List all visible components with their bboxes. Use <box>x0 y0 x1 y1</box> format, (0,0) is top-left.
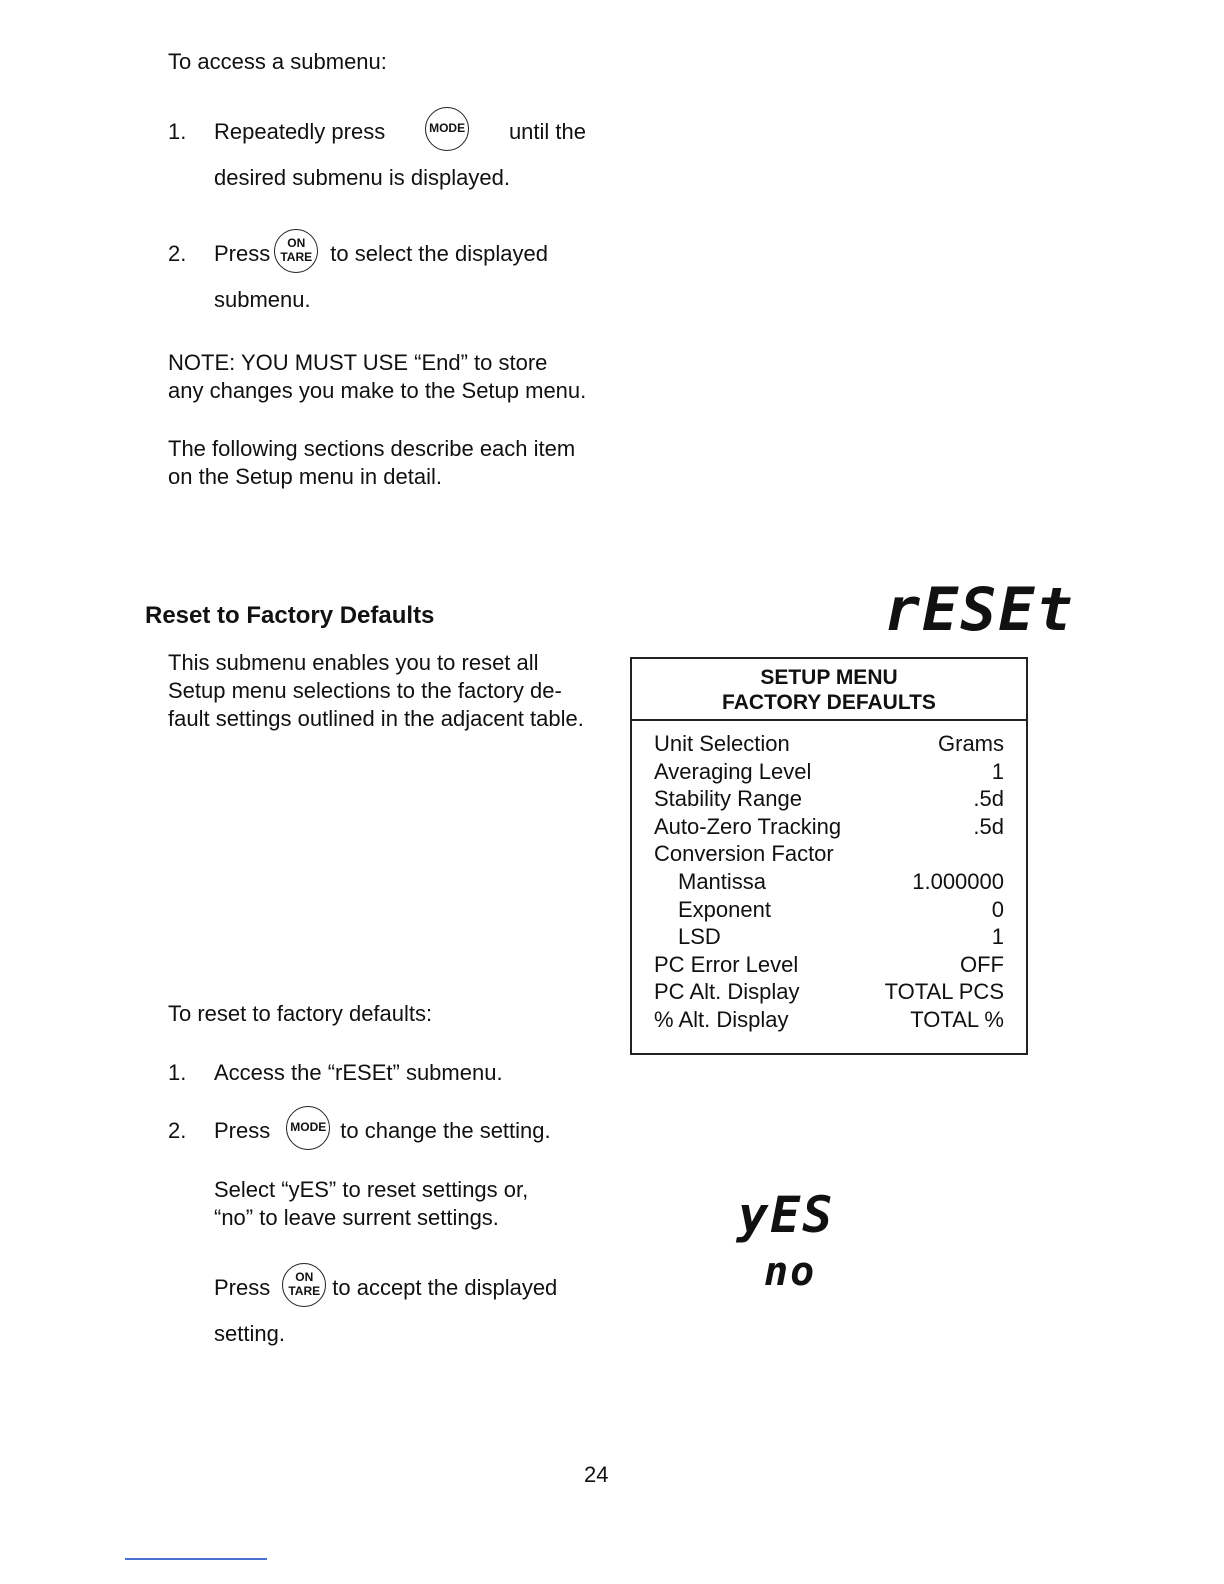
step2-post: to select the displayed <box>330 241 548 266</box>
page-number: 24 <box>584 1462 609 1487</box>
following-line-1: The following sections describe each item <box>168 436 576 461</box>
step1-pre: Repeatedly press <box>214 119 386 144</box>
reset-step2-pre: Press <box>214 1118 271 1143</box>
lcd-reset-display: rESEt <box>884 575 1075 645</box>
select-line-1: Select “yES” to reset settings or, <box>214 1177 529 1202</box>
reset-how-lead: To reset to factory defaults: <box>168 1001 433 1026</box>
factory-defaults-table <box>630 657 1028 1055</box>
reset-step2-number: 2. <box>168 1118 187 1143</box>
step1-post: until the <box>508 119 586 144</box>
lcd-no-display: no <box>764 1249 817 1295</box>
table-title-line-1: SETUP MENU <box>760 666 898 689</box>
accept-line <box>214 1264 557 1312</box>
table-row: % Alt. Display TOTAL % <box>654 1006 1004 1032</box>
accept-post: to accept the displayed <box>332 1275 558 1300</box>
following-line-2: on the Setup menu in detail. <box>168 464 442 489</box>
table-title-line-2: FACTORY DEFAULTS <box>722 691 936 714</box>
step1-line <box>214 108 586 156</box>
table-row: Averaging Level 1 <box>654 758 1004 784</box>
reset-step1-number: 1. <box>168 1060 187 1085</box>
reset-step2-post: to change the setting. <box>340 1118 551 1143</box>
section-title: Reset to Factory Defaults <box>145 602 435 629</box>
table-row: Unit Selection Grams <box>654 731 1004 756</box>
table-header <box>632 659 1026 721</box>
step2-number: 2. <box>168 241 187 266</box>
section-desc-line-1: This submenu enables you to reset all <box>168 650 539 675</box>
step2-continuation: submenu. <box>214 287 311 312</box>
select-line-2: “no” to leave surrent settings. <box>214 1205 499 1230</box>
step1-continuation: desired submenu is displayed. <box>214 165 510 190</box>
table-body <box>632 721 1026 1034</box>
reset-step1-text: Access the “rESEt” submenu. <box>214 1060 503 1085</box>
section-desc-line-3: fault settings outlined in the adjacent table. <box>168 706 584 731</box>
step1-number: 1. <box>168 119 187 144</box>
on-tare-key-icon: ON TARE <box>282 1263 326 1307</box>
mode-key-icon: MODE <box>286 1106 330 1150</box>
table-row: Exponent 0 <box>678 896 1004 922</box>
table-row: Auto-Zero Tracking .5d <box>654 813 1004 839</box>
note-line-1: NOTE: YOU MUST USE “End” to store <box>168 350 548 375</box>
mode-key-icon: MODE <box>425 107 469 151</box>
table-row: Conversion Factor <box>654 841 834 867</box>
table-row: PC Alt. Display TOTAL PCS <box>654 979 1004 1005</box>
accept-continuation: setting. <box>214 1321 285 1346</box>
lcd-yes-display: yES <box>738 1186 835 1244</box>
section-desc-line-2: Setup menu selections to the factory de- <box>168 678 562 703</box>
footer-rule <box>125 1558 267 1560</box>
step2-pre: Press <box>214 241 271 266</box>
table-row: PC Error Level OFF <box>654 951 1004 977</box>
on-tare-key-icon: ON TARE <box>274 229 318 273</box>
reset-step2-line <box>214 1107 551 1155</box>
accept-pre: Press <box>214 1275 271 1300</box>
intro-lead: To access a submenu: <box>168 49 387 74</box>
table-row: Mantissa 1.000000 <box>678 868 1004 894</box>
table-row: LSD 1 <box>678 924 1004 950</box>
step2-line <box>214 230 586 278</box>
note-line-2: any changes you make to the Setup menu. <box>168 378 587 403</box>
table-row: Stability Range .5d <box>654 786 1004 812</box>
